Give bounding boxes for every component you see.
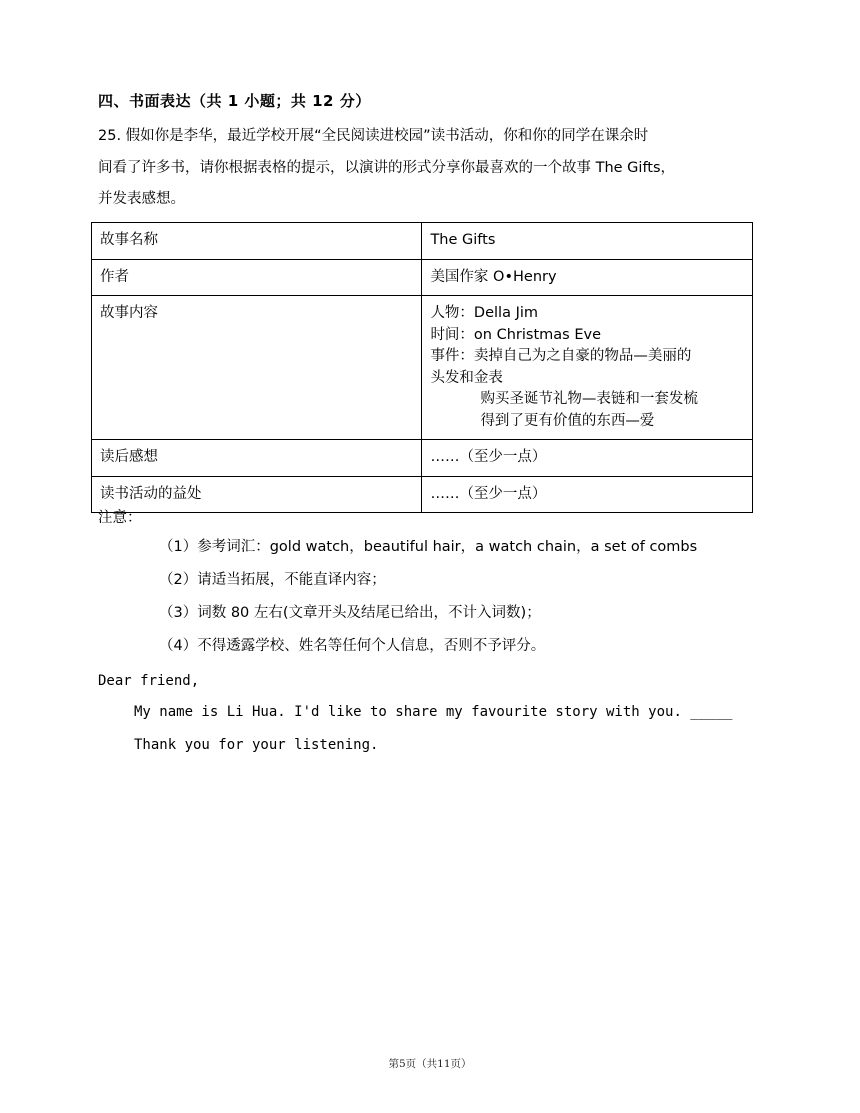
content-line-love: 得到了更有价值的东西—爱	[480, 412, 655, 429]
question-prompt	[98, 121, 760, 216]
table-key-benefits: 读书活动的益处	[92, 476, 422, 513]
table-value-story-name: The Gifts	[422, 223, 753, 260]
content-line-characters: 人物：Della Jim	[430, 305, 539, 321]
table-key-reflection: 读后感想	[92, 440, 422, 477]
table-row	[92, 223, 753, 260]
letter-opening-line: My name is Li Hua. I'd like to share my favourite story with you. _____	[134, 704, 733, 720]
note-item: （4）不得透露学校、姓名等任何个人信息，否则不予评分。	[159, 638, 546, 654]
table-key-story-name: 故事名称	[92, 223, 422, 260]
table-row	[92, 296, 753, 440]
prompt-line-3: 并发表感想。	[98, 191, 185, 207]
note-item: （3）词数 80 左右(文章开头及结尾已给出，不计入词数)；	[159, 605, 541, 621]
letter-template	[98, 666, 778, 762]
note-item: （1）参考词汇：gold watch，beautiful hair，a watch chain，a set of combs	[159, 539, 698, 555]
content-line-time: 时间：on Christmas Eve	[430, 326, 601, 343]
table-value-story-content	[422, 296, 753, 440]
prompt-line-1: 25. 假如你是李华，最近学校开展“全民阅读进校园”读书活动，你和你的同学在课余时	[98, 128, 649, 144]
section-title: 四、书面表达（共 1 小题；共 12 分）	[98, 92, 371, 110]
page-footer: 第5页（共11页）	[388, 1058, 472, 1070]
story-info-table	[91, 222, 753, 513]
content-line-event-cont: 头发和金表	[430, 369, 503, 386]
notes-heading: 注意：	[98, 510, 142, 526]
notes-section	[98, 505, 778, 663]
prompt-line-2: 间看了许多书，请你根据表格的提示，以演讲的形式分享你最喜欢的一个故事 The Gifts，	[98, 159, 676, 176]
letter-closing-line: Thank you for your listening.	[134, 737, 379, 753]
content-line-event: 事件：卖掉自己为之自豪的物品—美丽的	[430, 348, 692, 364]
table-row	[92, 440, 753, 477]
table-key-story-content: 故事内容	[92, 296, 422, 440]
table-value-benefits: ……（至少一点）	[422, 476, 753, 513]
note-item: （2）请适当拓展，不能直译内容；	[159, 572, 386, 588]
table-row	[92, 259, 753, 296]
letter-greeting: Dear friend,	[98, 673, 200, 689]
table-value-reflection: ……（至少一点）	[422, 440, 753, 477]
table-key-author: 作者	[92, 259, 422, 296]
content-line-gifts: 购买圣诞节礼物—表链和一套发梳	[480, 391, 698, 407]
table-value-author: 美国作家 O•Henry	[422, 259, 753, 296]
